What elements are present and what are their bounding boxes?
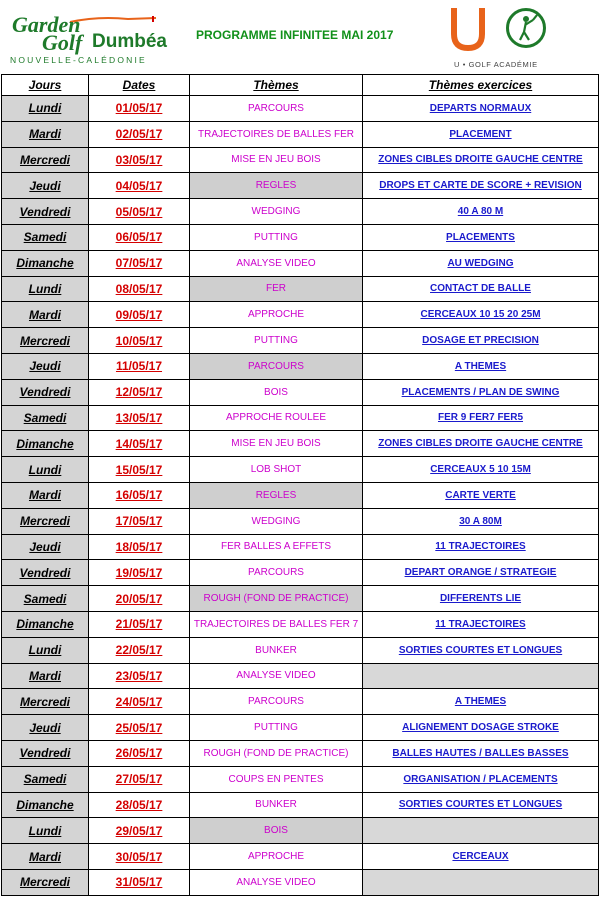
exercise-cell: ORGANISATION / PLACEMENTS [363, 766, 599, 792]
table-row [2, 844, 599, 870]
date-cell: 22/05/17 [89, 637, 190, 663]
table-row [2, 766, 599, 792]
theme-cell: REGLES [190, 482, 363, 508]
date-cell: 12/05/17 [89, 379, 190, 405]
exercise-cell: A THEMES [363, 353, 599, 379]
table-row [2, 534, 599, 560]
logo-golf-text: Golf [42, 30, 83, 55]
exercise-cell: PLACEMENT [363, 121, 599, 147]
table-row [2, 147, 599, 173]
day-cell: Mardi [2, 482, 89, 508]
theme-cell: ANALYSE VIDEO [190, 250, 363, 276]
date-cell: 07/05/17 [89, 250, 190, 276]
exercise-cell [363, 869, 599, 895]
date-cell: 18/05/17 [89, 534, 190, 560]
day-cell: Mercredi [2, 147, 89, 173]
table-row [2, 508, 599, 534]
golf-swoosh-icon [68, 16, 160, 24]
theme-cell: PARCOURS [190, 560, 363, 586]
table-row [2, 586, 599, 612]
theme-cell: COUPS EN PENTES [190, 766, 363, 792]
date-cell: 03/05/17 [89, 147, 190, 173]
date-cell: 11/05/17 [89, 353, 190, 379]
table-row [2, 199, 599, 225]
table-row [2, 715, 599, 741]
theme-cell: PUTTING [190, 715, 363, 741]
date-cell: 06/05/17 [89, 224, 190, 250]
theme-cell: ANALYSE VIDEO [190, 869, 363, 895]
theme-cell: TRAJECTOIRES DE BALLES FER [190, 121, 363, 147]
theme-cell: FER [190, 276, 363, 302]
theme-cell: LOB SHOT [190, 457, 363, 483]
day-cell: Vendredi [2, 379, 89, 405]
exercise-cell: ALIGNEMENT DOSAGE STROKE [363, 715, 599, 741]
exercise-cell: BALLES HAUTES / BALLES BASSES [363, 740, 599, 766]
page-title: PROGRAMME INFINITEE MAI 2017 [196, 28, 394, 42]
u-letter-icon [448, 6, 488, 52]
theme-cell: PUTTING [190, 328, 363, 354]
day-cell: Mercredi [2, 508, 89, 534]
date-cell: 09/05/17 [89, 302, 190, 328]
date-cell: 19/05/17 [89, 560, 190, 586]
theme-cell: ANALYSE VIDEO [190, 663, 363, 689]
column-header-exercices: Thèmes exercices [363, 75, 599, 96]
table-row [2, 689, 599, 715]
exercise-cell [363, 818, 599, 844]
exercise-cell: ZONES CIBLES DROITE GAUCHE CENTRE [363, 147, 599, 173]
logo-academy-text: U • GOLF ACADÉMIE [454, 60, 538, 69]
exercise-cell: DROPS ET CARTE DE SCORE + REVISION [363, 173, 599, 199]
day-cell: Lundi [2, 818, 89, 844]
day-cell: Mercredi [2, 869, 89, 895]
day-cell: Vendredi [2, 560, 89, 586]
exercise-cell: ZONES CIBLES DROITE GAUCHE CENTRE [363, 431, 599, 457]
theme-cell: TRAJECTOIRES DE BALLES FER 7 [190, 611, 363, 637]
table-row [2, 560, 599, 586]
table-row [2, 405, 599, 431]
table-row [2, 276, 599, 302]
table-row [2, 792, 599, 818]
date-cell: 26/05/17 [89, 740, 190, 766]
golfer-circle-icon [506, 8, 546, 48]
day-cell: Jeudi [2, 173, 89, 199]
exercise-cell: 40 A 80 M [363, 199, 599, 225]
table-row [2, 328, 599, 354]
exercise-cell [363, 663, 599, 689]
exercise-cell: DOSAGE ET PRECISION [363, 328, 599, 354]
garden-golf-dumbea-logo [8, 10, 168, 68]
date-cell: 25/05/17 [89, 715, 190, 741]
exercise-cell: CARTE VERTE [363, 482, 599, 508]
date-cell: 27/05/17 [89, 766, 190, 792]
day-cell: Vendredi [2, 740, 89, 766]
theme-cell: WEDGING [190, 508, 363, 534]
day-cell: Mardi [2, 663, 89, 689]
theme-cell: FER BALLES A EFFETS [190, 534, 363, 560]
u-golf-academie-logo [448, 6, 568, 70]
exercise-cell: 30 A 80M [363, 508, 599, 534]
table-row [2, 818, 599, 844]
logo-garden-text: Garden [12, 12, 81, 37]
theme-cell: APPROCHE [190, 302, 363, 328]
date-cell: 31/05/17 [89, 869, 190, 895]
table-row [2, 611, 599, 637]
day-cell: Dimanche [2, 792, 89, 818]
theme-cell: APPROCHE [190, 844, 363, 870]
exercise-cell: A THEMES [363, 689, 599, 715]
day-cell: Dimanche [2, 611, 89, 637]
theme-cell: PARCOURS [190, 689, 363, 715]
day-cell: Jeudi [2, 353, 89, 379]
day-cell: Mercredi [2, 689, 89, 715]
table-row [2, 121, 599, 147]
table-row [2, 250, 599, 276]
theme-cell: APPROCHE ROULEE [190, 405, 363, 431]
exercise-cell: AU WEDGING [363, 250, 599, 276]
table-row [2, 637, 599, 663]
date-cell: 17/05/17 [89, 508, 190, 534]
exercise-cell: CERCEAUX 5 10 15M [363, 457, 599, 483]
logo-dumbea-text: Dumbéa [92, 31, 167, 52]
table-row [2, 379, 599, 405]
day-cell: Samedi [2, 586, 89, 612]
exercise-cell: SORTIES COURTES ET LONGUES [363, 637, 599, 663]
theme-cell: BUNKER [190, 792, 363, 818]
date-cell: 20/05/17 [89, 586, 190, 612]
theme-cell: PUTTING [190, 224, 363, 250]
date-cell: 15/05/17 [89, 457, 190, 483]
exercise-cell: CERCEAUX [363, 844, 599, 870]
date-cell: 08/05/17 [89, 276, 190, 302]
theme-cell: ROUGH (FOND DE PRACTICE) [190, 740, 363, 766]
theme-cell: REGLES [190, 173, 363, 199]
table-row [2, 740, 599, 766]
date-cell: 04/05/17 [89, 173, 190, 199]
program-table [1, 74, 599, 896]
date-cell: 05/05/17 [89, 199, 190, 225]
date-cell: 30/05/17 [89, 844, 190, 870]
table-row [2, 302, 599, 328]
theme-cell: BOIS [190, 818, 363, 844]
table-row [2, 173, 599, 199]
date-cell: 01/05/17 [89, 96, 190, 122]
day-cell: Mercredi [2, 328, 89, 354]
date-cell: 28/05/17 [89, 792, 190, 818]
day-cell: Lundi [2, 637, 89, 663]
table-row [2, 663, 599, 689]
table-row [2, 431, 599, 457]
day-cell: Dimanche [2, 250, 89, 276]
day-cell: Mardi [2, 844, 89, 870]
exercise-cell: FER 9 FER7 FER5 [363, 405, 599, 431]
date-cell: 16/05/17 [89, 482, 190, 508]
table-row [2, 482, 599, 508]
day-cell: Samedi [2, 405, 89, 431]
day-cell: Mardi [2, 121, 89, 147]
date-cell: 21/05/17 [89, 611, 190, 637]
table-row [2, 353, 599, 379]
date-cell: 13/05/17 [89, 405, 190, 431]
table-header-row [2, 75, 599, 96]
day-cell: Vendredi [2, 199, 89, 225]
exercise-cell: DEPARTS NORMAUX [363, 96, 599, 122]
day-cell: Lundi [2, 457, 89, 483]
page-header [0, 0, 600, 72]
exercise-cell: PLACEMENTS [363, 224, 599, 250]
theme-cell: BOIS [190, 379, 363, 405]
column-header-dates: Dates [89, 75, 190, 96]
exercise-cell: CONTACT DE BALLE [363, 276, 599, 302]
theme-cell: WEDGING [190, 199, 363, 225]
day-cell: Dimanche [2, 431, 89, 457]
golfer-icon [509, 11, 543, 45]
column-header-jours: Jours [2, 75, 89, 96]
exercise-cell: SORTIES COURTES ET LONGUES [363, 792, 599, 818]
date-cell: 14/05/17 [89, 431, 190, 457]
theme-cell: MISE EN JEU BOIS [190, 431, 363, 457]
table-row [2, 224, 599, 250]
theme-cell: MISE EN JEU BOIS [190, 147, 363, 173]
day-cell: Mardi [2, 302, 89, 328]
date-cell: 10/05/17 [89, 328, 190, 354]
exercise-cell: CERCEAUX 10 15 20 25M [363, 302, 599, 328]
table-row [2, 869, 599, 895]
theme-cell: ROUGH (FOND DE PRACTICE) [190, 586, 363, 612]
theme-cell: BUNKER [190, 637, 363, 663]
exercise-cell: PLACEMENTS / PLAN DE SWING [363, 379, 599, 405]
day-cell: Samedi [2, 224, 89, 250]
table-row [2, 96, 599, 122]
exercise-cell: 11 TRAJECTOIRES [363, 611, 599, 637]
date-cell: 23/05/17 [89, 663, 190, 689]
day-cell: Lundi [2, 276, 89, 302]
date-cell: 29/05/17 [89, 818, 190, 844]
exercise-cell: DEPART ORANGE / STRATEGIE [363, 560, 599, 586]
exercise-cell: 11 TRAJECTOIRES [363, 534, 599, 560]
day-cell: Lundi [2, 96, 89, 122]
column-header-themes: Thèmes [190, 75, 363, 96]
day-cell: Samedi [2, 766, 89, 792]
date-cell: 24/05/17 [89, 689, 190, 715]
exercise-cell: DIFFERENTS LIE [363, 586, 599, 612]
day-cell: Jeudi [2, 715, 89, 741]
date-cell: 02/05/17 [89, 121, 190, 147]
day-cell: Jeudi [2, 534, 89, 560]
theme-cell: PARCOURS [190, 96, 363, 122]
table-row [2, 457, 599, 483]
theme-cell: PARCOURS [190, 353, 363, 379]
logo-caledonie-text: NOUVELLE-CALÉDONIE [10, 55, 147, 65]
